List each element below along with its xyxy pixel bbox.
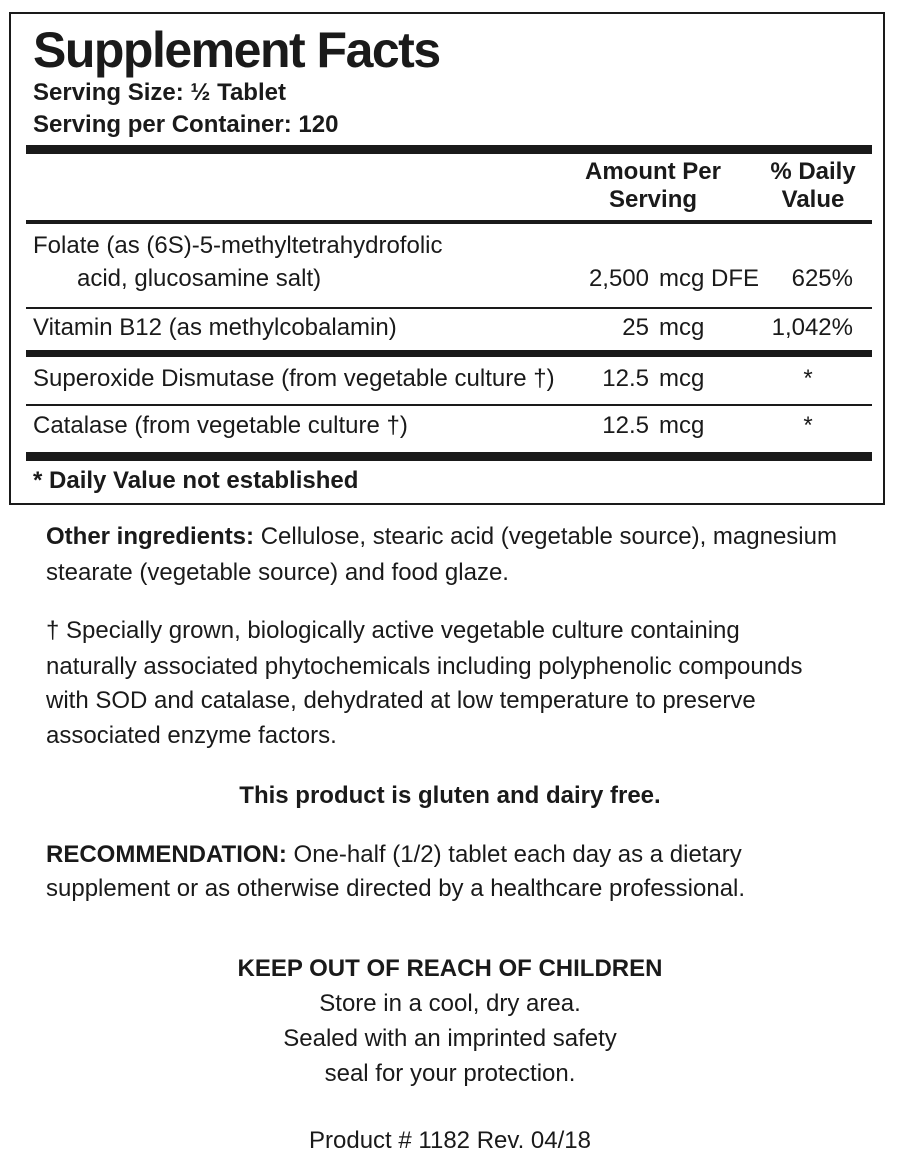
row-b12-qty: 25 — [622, 314, 649, 341]
thick-rule-bottom — [26, 452, 872, 461]
daily-value-footnote: * Daily Value not established — [33, 467, 359, 494]
recommendation-label: RECOMMENDATION: — [46, 841, 287, 868]
row-folate-qty: 2,500 — [588, 265, 649, 292]
warning-title: KEEP OUT OF REACH OF CHILDREN — [237, 955, 663, 982]
storage-line: seal for your protection. — [324, 1060, 576, 1087]
recommendation — [46, 838, 742, 872]
row-catalase-dv: * — [803, 412, 813, 439]
row-rule — [26, 404, 872, 406]
recommendation-cont: supplement or as otherwise directed by a healthcare professional. — [46, 875, 746, 902]
row-folate-dv: 625% — [791, 265, 853, 292]
row-folate-unit: mcg DFE — [659, 265, 760, 292]
servings-per-container: Serving per Container: 120 — [33, 111, 339, 138]
panel-title: Supplement Facts — [33, 22, 440, 78]
row-sod-dv: * — [803, 365, 813, 392]
product-code: Product # 1182 Rev. 04/18 — [309, 1127, 591, 1154]
row-sod-name: Superoxide Dismutase (from vegetable culture †) — [33, 365, 555, 392]
row-folate-name-cont: acid, glucosamine salt) — [77, 265, 322, 292]
recommendation-text: One-half (1/2) tablet each day as a dietary — [286, 841, 742, 868]
dagger-note-line: with SOD and catalase, dehydrated at low temperature to preserve — [46, 687, 756, 714]
other-ingredients-cont: stearate (vegetable source) and food glaze. — [46, 559, 509, 586]
dagger-note-line: associated enzyme factors. — [46, 722, 337, 749]
header-daily-value: % Daily Value — [770, 158, 856, 213]
row-catalase-unit: mcg — [659, 412, 705, 439]
row-folate-name: Folate (as (6S)-5-methyltetrahydrofolic — [33, 232, 443, 259]
dagger-note-line: naturally associated phytochemicals including polyphenolic compounds — [46, 653, 803, 680]
row-sod-qty: 12.5 — [602, 365, 649, 392]
header-amount-per-serving: Amount Per Serving — [584, 158, 721, 213]
row-b12-name: Vitamin B12 (as methylcobalamin) — [33, 314, 397, 341]
row-catalase-qty: 12.5 — [602, 412, 649, 439]
serving-size: Serving Size: ½ Tablet — [33, 79, 286, 106]
storage-line: Store in a cool, dry area. — [319, 990, 581, 1017]
gluten-dairy-free-note: This product is gluten and dairy free. — [239, 782, 661, 809]
header-rule — [26, 220, 872, 224]
thick-rule-mid — [26, 350, 872, 357]
row-b12-unit: mcg — [659, 314, 705, 341]
storage-line: Sealed with an imprinted safety — [283, 1025, 617, 1052]
row-catalase-name: Catalase (from vegetable culture †) — [33, 412, 408, 439]
row-sod-unit: mcg — [659, 365, 705, 392]
thick-rule-top — [26, 145, 872, 154]
row-rule — [26, 307, 872, 309]
other-ingredients-label: Other ingredients: — [46, 523, 255, 550]
other-ingredients — [46, 520, 837, 554]
other-ingredients-text: Cellulose, stearic acid (vegetable source), magnesium — [254, 523, 837, 550]
dagger-note-line: † Specially grown, biologically active vegetable culture containing — [46, 617, 740, 644]
supplement-facts-panel — [9, 12, 885, 505]
row-b12-dv: 1,042% — [771, 314, 853, 341]
